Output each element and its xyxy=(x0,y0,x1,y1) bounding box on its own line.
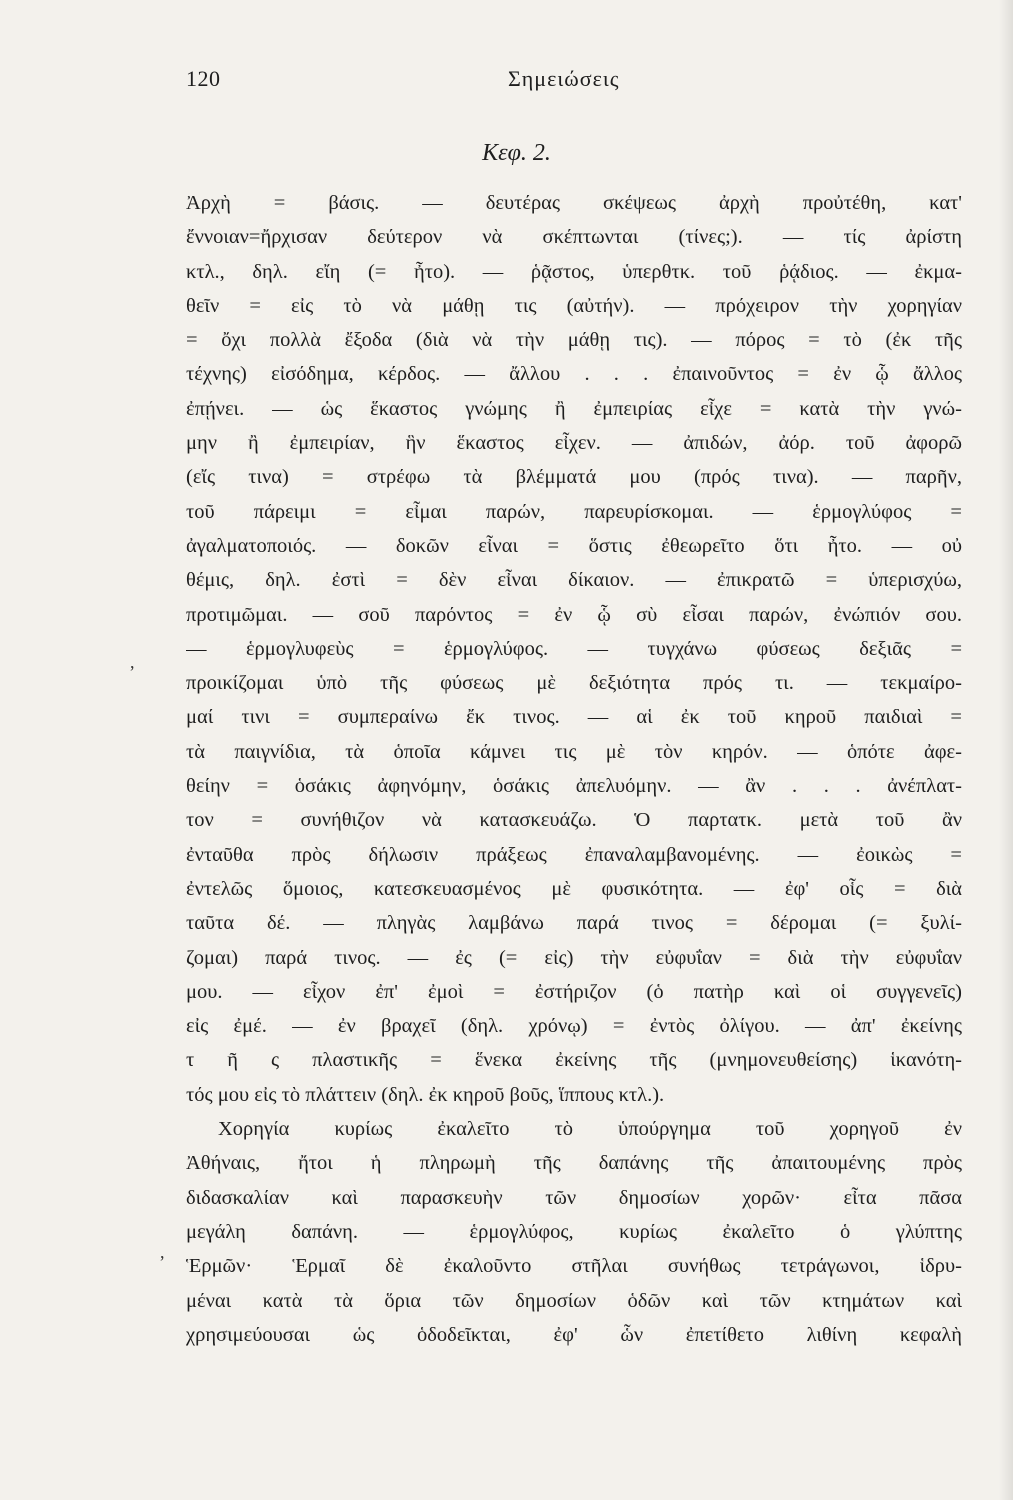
text-line: τ ῆ ς πλαστικῆς = ἕνεκα ἐκείνης τῆς (μνημονευθείσης) ἱκανότη- xyxy=(186,1049,962,1072)
text-line: μαί τινι = συμπεραίνω ἔκ τινος. — αἱ ἐκ τοῦ κηροῦ παιδιαὶ = xyxy=(186,706,962,729)
text-line: μεγάλη δαπάνη. — ἑρμογλύφος, κυρίως ἐκαλεῖτο ὁ γλύπτης xyxy=(186,1220,962,1243)
text-line: (εἴς τινα) = στρέφω τὰ βλέμματά μου (πρός τινα). — παρῆν, xyxy=(186,466,962,489)
text-line: ἔννοιαν=ἤρχισαν δεύτερον νὰ σκέπτωνται (τίνες;). — τίς ἀρίστη xyxy=(186,226,962,249)
text-line: τέχνης) εἰσόδημα, κέρδος. — ἄλλου . . . ἐπαινοῦντος = ἐν ᾧ ἄλλος xyxy=(186,363,962,386)
text-line: προικίζομαι ὑπὸ τῆς φύσεως μὲ δεξιότητα πρός τι. — τεκμαίρο- xyxy=(186,672,962,695)
text-line: θεῖν = εἰς τὸ νὰ μάθῃ τις (αὐτήν). — πρόχειρον τὴν χορηγίαν xyxy=(186,294,962,317)
text-line: ταῦτα δέ. — πληγὰς λαμβάνω παρά τινος = δέρομαι (= ξυλί- xyxy=(186,912,962,935)
text-line: ἐντελῶς ὅμοιος, κατεσκευασμένος μὲ φυσικότητα. — ἐφ' οἷς = διὰ xyxy=(186,877,962,900)
text-line: τον = συνήθιζον νὰ κατασκευάζω. Ὁ παρτατκ. μετὰ τοῦ ἂν xyxy=(186,809,962,832)
text-line: Ἀθήναις, ἤτοι ἡ πληρωμὴ τῆς δαπάνης τῆς ἀπαιτουμένης πρὸς xyxy=(186,1152,962,1175)
text-line: — ἑρμογλυφεὺς = ἑρμογλύφος. — τυγχάνω φύσεως δεξιᾶς = xyxy=(186,637,962,660)
text-line: μέναι κατὰ τὰ ὅρια τῶν δημοσίων ὁδῶν καὶ τῶν κτημάτων καὶ xyxy=(186,1289,962,1312)
text-line: εἰς ἐμέ. — ἐν βραχεῖ (δηλ. χρόνῳ) = ἐντὸς ὀλίγου. — ἀπ' ἐκείνης xyxy=(186,1015,962,1038)
margin-mark: , xyxy=(160,1242,165,1262)
text-line: = ὄχι πολλὰ ἔξοδα (διὰ νὰ τὴν μάθῃ τις). — πόρος = τὸ (ἐκ τῆς xyxy=(186,329,962,352)
text-line: Ἑρμῶν· Ἑρμαῖ δὲ ἐκαλοῦντο στῆλαι συνήθως τετράγωνοι, ἱδρυ- xyxy=(186,1255,962,1278)
text-line: Ἀρχὴ = βάσις. — δευτέρας σκέψεως ἀρχὴ προὐτέθη, κατ' xyxy=(186,192,962,214)
margin-mark: , xyxy=(130,652,135,672)
running-header xyxy=(0,66,1013,100)
text-line: χρησιμεύουσαι ὡς ὁδοδεῖκται, ἐφ' ὧν ἐπετίθετο λιθίνη κεφαλὴ xyxy=(186,1323,962,1346)
text-line: ἐνταῦθα πρὸς δήλωσιν πράξεως ἐπαναλαμβανομένης. — ἐοικὼς = xyxy=(186,843,962,866)
text-line: τὰ παιγνίδια, τὰ ὁποῖα κάμνει τις μὲ τὸν κηρόν. — ὁπότε ἀφε- xyxy=(186,740,962,763)
text-line: τοῦ πάρειμι = εἶμαι παρών, παρευρίσκομαι. — ἑρμογλύφος = xyxy=(186,500,962,523)
text-line: ἀγαλματοποιός. — δοκῶν εἶναι = ὅστις ἐθεωρεῖτο ὅτι ἦτο. — οὐ xyxy=(186,534,962,557)
text-line: μην ἢ ἐμπειρίαν, ἣν ἕκαστος εἶχεν. — ἀπιδών, ἀόρ. τοῦ ἀφορῶ xyxy=(186,432,962,455)
page-edge-shadow xyxy=(999,0,1013,1500)
text-line: προτιμῶμαι. — σοῦ παρόντος = ἐν ᾧ σὺ εἶσαι παρών, ἐνώπιόν σου. xyxy=(186,603,962,626)
running-title: Σημειώσεις xyxy=(508,66,620,91)
text-line: θείην = ὁσάκις ἀφηνόμην, ὁσάκις ἀπελυόμην. — ἂν . . . ἀνέπλατ- xyxy=(186,775,962,798)
text-line: διδασκαλίαν καὶ παρασκευὴν τῶν δημοσίων χορῶν· εἶτα πᾶσα xyxy=(186,1186,962,1209)
text-line: τός μου εἰς τὸ πλάττειν (δηλ. ἐκ κηροῦ βοῦς, ἵππους κτλ.). xyxy=(186,1083,665,1106)
text-line: μου. — εἶχον ἐπ' ἐμοὶ = ἐστήριζον (ὁ πατὴρ καὶ οἱ συγγενεῖς) xyxy=(186,980,962,1003)
text-line: ἐπῄνει. — ὡς ἕκαστος γνώμης ἢ ἐμπειρίας εἶχε = κατὰ τὴν γνώ- xyxy=(186,397,962,420)
notes-body xyxy=(186,186,962,1352)
page-number: 120 xyxy=(186,66,221,91)
text-line: Χορηγία κυρίως ἐκαλεῖτο τὸ ὑπούργημα τοῦ χορηγοῦ ἐν xyxy=(218,1118,962,1141)
text-line: κτλ., δηλ. εἴη (= ἦτο). — ῥᾷστος, ὑπερθτκ. τοῦ ῥᾴδιος. — ἐκμα- xyxy=(186,260,962,283)
text-line: θέμις, δηλ. ἐστὶ = δὲν εἶναι δίκαιον. — ἐπικρατῶ = ὑπερισχύω, xyxy=(186,569,962,592)
chapter-heading: Κεφ. 2. xyxy=(482,140,551,166)
text-line: ζομαι) παρά τινος. — ἐς (= εἰς) τὴν εὐφυΐαν = διὰ τὴν εὐφυΐαν xyxy=(186,946,962,969)
